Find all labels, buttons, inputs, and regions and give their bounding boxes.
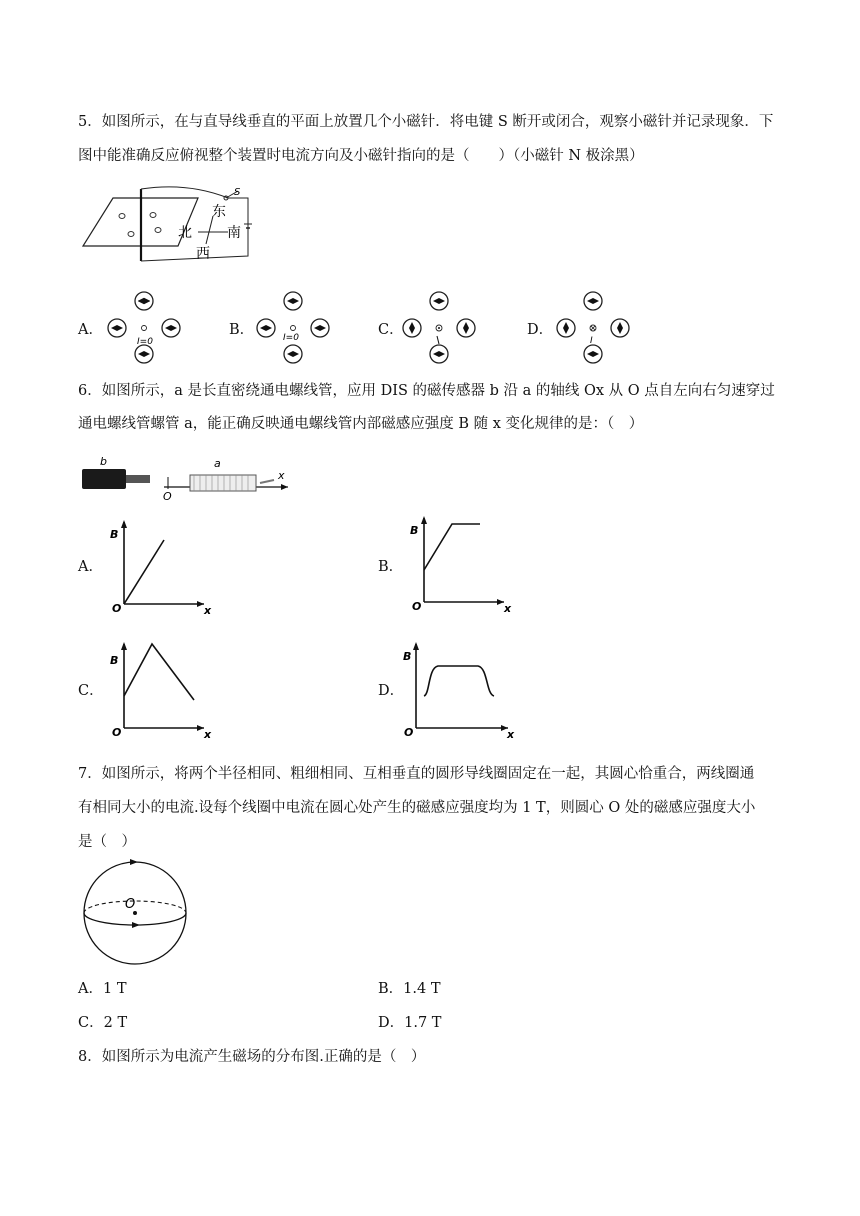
q7-stem-line-3: 是（ ） — [78, 834, 136, 850]
q6-sensor-b — [82, 469, 126, 489]
q6-label-o: O — [163, 490, 172, 503]
q7-option-c-text: 2 T — [103, 1015, 128, 1031]
q6-stem-line-1: 6．如图所示，a 是长直密绕通电螺线管，应用 DIS 的磁传感器 b 沿 a 的轴线 Ox 从 O 点自左向右匀速穿过 — [78, 383, 775, 399]
q7-stem-line-2: 有相同大小的电流.设每个线圈中电流在圆心处产生的磁感应强度均为 1 T，则圆心 O 处的磁感应强度大小 — [78, 800, 756, 816]
q7-option-b[interactable] — [378, 979, 441, 999]
q5-circuit-top — [141, 187, 228, 198]
q5-option-c-label[interactable]: C． — [378, 322, 404, 338]
q5-option-b-current: I=0 — [283, 333, 299, 343]
q8-stem-line-1: 8．如图所示为电流产生磁场的分布图.正确的是（ ） — [78, 1049, 426, 1065]
q6-option-a-xlabel: x — [204, 604, 212, 617]
q7-arrow-top — [130, 859, 138, 865]
q6-option-a-curve — [124, 540, 164, 604]
q6-option-d-origin: O — [404, 726, 414, 739]
q6-option-c-graph — [104, 638, 216, 741]
q6-option-b-xlabel: x — [504, 602, 512, 615]
q6-option-c-origin: O — [112, 726, 122, 739]
q5-east-label: 东 — [212, 204, 226, 220]
q6-option-c-xlabel: x — [204, 728, 212, 741]
q7-option-d-text: 1.7 T — [404, 1015, 442, 1031]
q5-option-a-label[interactable]: A． — [78, 322, 103, 338]
q7-option-a-label: A． — [78, 981, 103, 997]
q5-stem-line-1: 5．如图所示，在与直导线垂直的平面上放置几个小磁针．将电键 S 断开或闭合，观察小磁针并记录现象．下 — [78, 114, 774, 130]
q7-stem-line-1: 7．如图所示，将两个半径相同、粗细相同、互相垂直的圆形导线圈固定在一起，其圆心恰重合，两线圈通 — [78, 766, 755, 782]
q5-option-b-figure — [253, 290, 333, 368]
q7-option-d-label: D． — [378, 1015, 405, 1031]
q5-option-a-figure — [104, 290, 184, 368]
q6-option-a-label[interactable]: A． — [78, 559, 103, 575]
q6-option-a-graph — [104, 514, 216, 617]
q6-label-b: b — [100, 455, 107, 468]
q6-option-c-ylabel: B — [110, 654, 119, 667]
q6-option-a-ylabel: B — [110, 528, 119, 541]
q5-option-c-current: I — [443, 344, 444, 345]
q5-option-b-label[interactable]: B． — [229, 322, 255, 338]
q5-option-a-current: I=0 — [137, 337, 153, 347]
q7-option-b-label: B． — [378, 981, 404, 997]
q5-switch-label: S — [234, 187, 241, 198]
q5-north-label: 北 — [178, 225, 192, 241]
q6-option-b-curve — [424, 524, 480, 570]
q5-option-d-current: I — [590, 336, 593, 346]
q6-label-x: x — [278, 469, 285, 482]
q5-option-d-figure — [553, 290, 633, 368]
q5-stem-line-2: 图中能准确反应俯视整个装置时电流方向及小磁针指向的是（ ）（小磁针 N 极涂黑） — [78, 148, 644, 164]
q7-option-a-text: 1 T — [102, 981, 127, 997]
q7-option-d[interactable] — [378, 1013, 441, 1033]
q5-south-label: 南 — [227, 225, 241, 241]
q6-option-d-label[interactable]: D． — [378, 683, 405, 699]
q6-option-c-curve — [124, 644, 194, 700]
q7-center-label: O — [125, 897, 136, 912]
q6-option-d-graph — [403, 638, 516, 741]
q6-option-c-label[interactable]: C． — [78, 683, 104, 699]
q6-option-b-label[interactable]: B． — [378, 559, 404, 575]
q6-option-b-ylabel: B — [410, 524, 419, 537]
q6-stem-line-2: 通电螺线管螺管 a，能正确反映通电螺线管内部磁感应强度 B 随 x 变化规律的是：（ ） — [78, 416, 644, 432]
q5-apparatus-figure — [78, 186, 258, 268]
q6-option-d-xlabel: x — [507, 728, 515, 741]
q6-solenoid-figure — [78, 449, 294, 501]
q7-option-c[interactable] — [78, 1013, 127, 1033]
q7-coils-figure — [78, 858, 198, 968]
q7-arrow-front — [132, 922, 140, 928]
q6-option-b-origin: O — [412, 600, 422, 613]
q7-option-b-text: 1.4 T — [403, 981, 441, 997]
q5-west-label: 西 — [196, 246, 210, 262]
q5-option-d-label[interactable]: D． — [527, 322, 554, 338]
q7-option-a[interactable] — [78, 979, 127, 999]
q6-label-a: a — [214, 457, 221, 470]
q6-option-a-origin: O — [112, 602, 122, 615]
q6-option-d-curve — [424, 666, 494, 696]
q6-option-d-ylabel: B — [403, 650, 412, 663]
q5-option-c-figure — [399, 290, 479, 368]
q7-option-c-label: C． — [78, 1015, 104, 1031]
q6-option-b-graph — [404, 512, 516, 615]
